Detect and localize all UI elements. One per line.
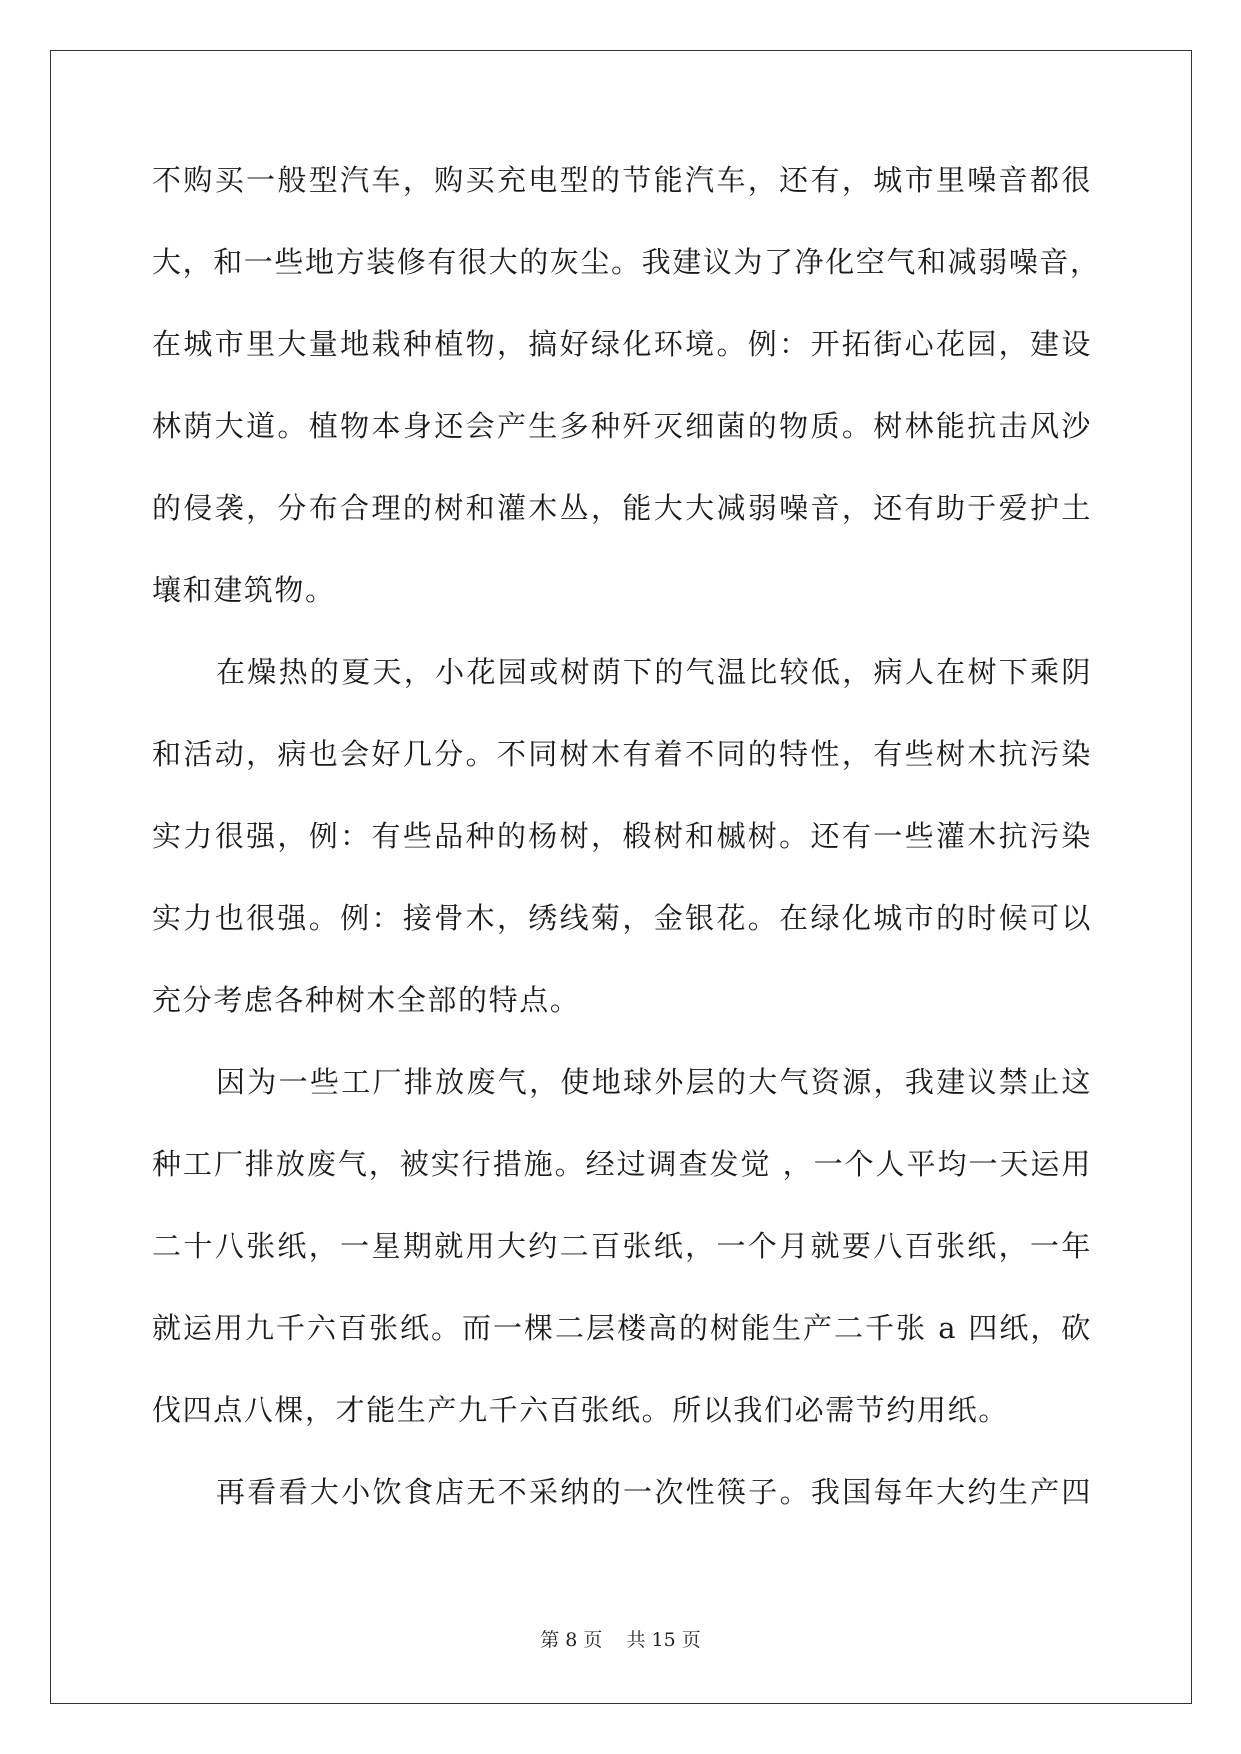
text-line: 种工厂排放废气，被实行措施。经过调查发觉 ，一个人平均一天运用 bbox=[152, 1147, 1092, 1181]
text-line: 在城市里大量地栽种植物，搞好绿化环境。例：开拓街心花园，建设 bbox=[152, 327, 1092, 361]
paragraph-start-line: 在燥热的夏天，小花园或树荫下的气温比较低，病人在树下乘阴 bbox=[216, 655, 1092, 689]
page-total: 共 15 页 bbox=[626, 1629, 701, 1651]
text-line: 大，和一些地方装修有很大的灰尘。我建议为了净化空气和减弱噪音， bbox=[152, 245, 1101, 279]
text-line: 实力也很强。例：接骨木，绣线菊，金银花。在绿化城市的时候可以 bbox=[152, 901, 1092, 935]
text-line: 的侵袭，分布合理的树和灌木丛，能大大减弱噪音，还有助于爱护土 bbox=[152, 491, 1092, 525]
text-line: 不购买一般型汽车，购买充电型的节能汽车，还有，城市里噪音都很 bbox=[152, 163, 1092, 197]
page-footer bbox=[0, 1625, 1241, 1652]
text-line: 就运用九千六百张纸。而一棵二层楼高的树能生产二千张 a 四纸，砍 bbox=[152, 1311, 1092, 1345]
text-line: 充分考虑各种树木全部的特点。 bbox=[152, 983, 581, 1017]
paragraph-start-line: 因为一些工厂排放废气，使地球外层的大气资源，我建议禁止这 bbox=[216, 1065, 1092, 1099]
text-line: 壤和建筑物。 bbox=[152, 573, 336, 607]
text-line: 伐四点八棵，才能生产九千六百张纸。所以我们必需节约用纸。 bbox=[152, 1393, 1009, 1427]
page-number: 第 8 页 bbox=[540, 1629, 603, 1651]
text-line: 二十八张纸，一星期就用大约二百张纸，一个月就要八百张纸，一年 bbox=[152, 1229, 1092, 1263]
text-line: 实力很强，例：有些品种的杨树，椴树和槭树。还有一些灌木抗污染 bbox=[152, 819, 1092, 853]
text-line: 和活动，病也会好几分。不同树木有着不同的特性，有些树木抗污染 bbox=[152, 737, 1092, 771]
text-line: 林荫大道。植物本身还会产生多种歼灭细菌的物质。树林能抗击风沙 bbox=[152, 409, 1092, 443]
document-body bbox=[152, 160, 1101, 1554]
paragraph-start-line: 再看看大小饮食店无不采纳的一次性筷子。我国每年大约生产四 bbox=[216, 1475, 1092, 1509]
